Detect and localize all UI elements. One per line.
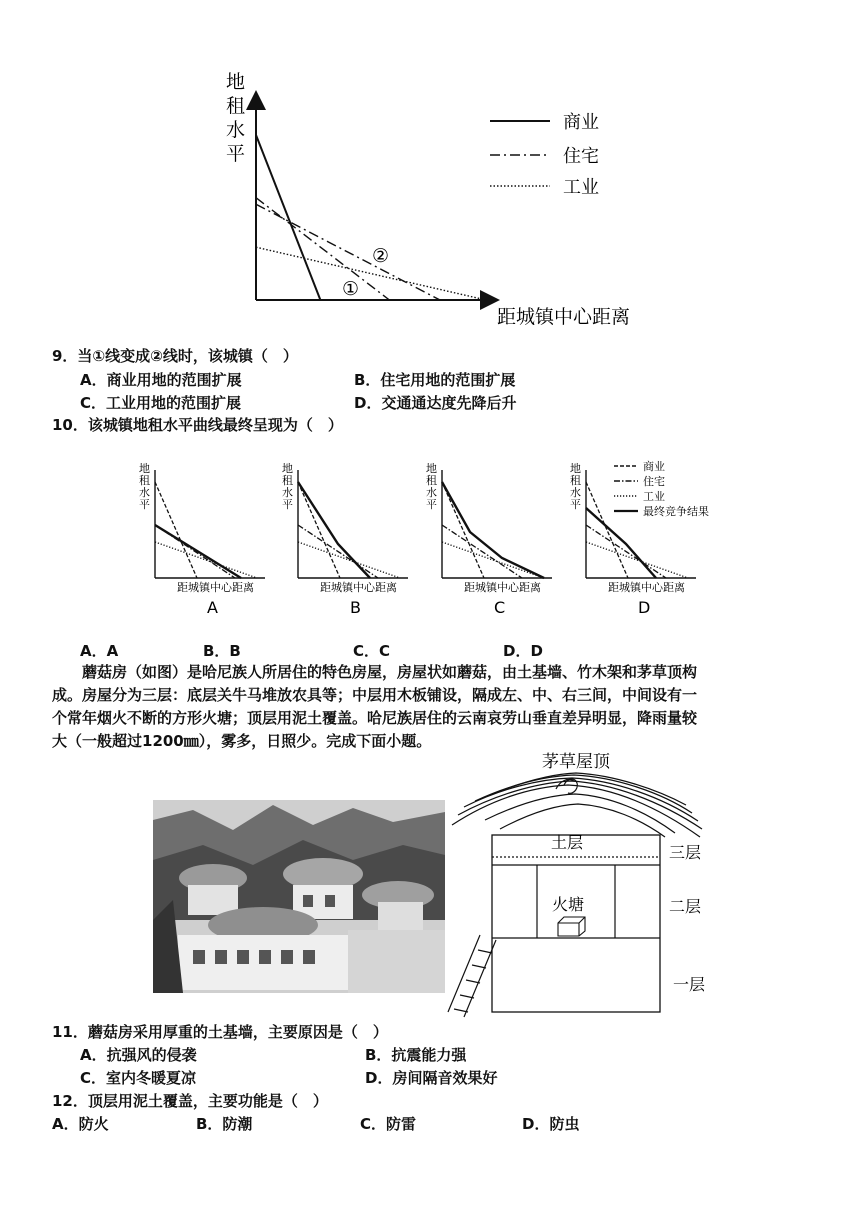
curve-0: [256, 135, 320, 300]
legend-industry: 工业: [563, 177, 599, 198]
q11-stem: 11．蘑菇房采用厚重的土基墙，主要原因是（ ）: [52, 1023, 388, 1041]
q10-ylabel-char: 平: [570, 498, 581, 511]
q10-panel-letter: A: [207, 598, 218, 617]
roof-label: 茅草屋顶: [542, 752, 610, 772]
q10-xlabel: 距城镇中心距离: [177, 581, 254, 594]
q10-final-result: [586, 508, 656, 578]
q11-option-a[interactable]: A．抗强风的侵袭: [80, 1046, 197, 1064]
q10-xlabel: 距城镇中心距离: [320, 581, 397, 594]
q10-final-result: [298, 482, 370, 578]
q10-residence: [586, 525, 666, 578]
q10-ylabel-char: 地: [426, 462, 437, 475]
q10-legend-result: 最终竞争结果: [643, 505, 709, 518]
q10-ylabel-char: 租: [282, 474, 293, 487]
marker-2: ②: [372, 245, 390, 267]
floor-3-label: 三层: [669, 843, 702, 862]
q10-option-b[interactable]: B．B: [203, 642, 241, 660]
q10-legend-residence: 住宅: [643, 475, 665, 488]
y-axis-label-3: 水: [226, 119, 246, 141]
q10-commerce: [586, 482, 628, 578]
marker-1: ①: [342, 278, 360, 300]
q10-legend-industry: 工业: [643, 490, 665, 503]
q10-ylabel-char: 水: [282, 486, 293, 499]
q11-option-d[interactable]: D．房间隔音效果好: [365, 1069, 498, 1087]
floor-2-label: 二层: [669, 897, 702, 916]
q10-panel-letter: C: [494, 598, 506, 617]
y-axis-label-4: 平: [226, 143, 246, 165]
q10-panel-D: [570, 461, 696, 617]
q10-xlabel: 距城镇中心距离: [608, 581, 685, 594]
q9-stem: 9．当①线变成②线时，该城镇（ ）: [52, 347, 298, 365]
fire-pit-label: 火塘: [552, 895, 585, 914]
q11-option-b[interactable]: B．抗震能力强: [365, 1046, 467, 1064]
q10-residence: [442, 525, 522, 578]
y-axis-label-1: 地: [226, 71, 246, 93]
q9-option-b[interactable]: B．住宅用地的范围扩展: [354, 371, 516, 389]
passage: [52, 661, 812, 753]
q10-ylabel-char: 租: [426, 474, 437, 487]
q10-xlabel: 距城镇中心距离: [464, 581, 541, 594]
y-axis-label-2: 租: [226, 95, 246, 117]
passage-line-2: 成。房屋分为三层：底层关牛马堆放农具等；中层用木板铺设，隔成左、中、右三间，中间设有一: [52, 686, 698, 704]
q10-ylabel-char: 平: [282, 498, 293, 511]
house-diagram: [440, 745, 740, 1020]
q10-option-a[interactable]: A．A: [80, 642, 119, 660]
q9-option-a[interactable]: A．商业用地的范围扩展: [80, 371, 242, 389]
passage-line-4: 大（一般超过1200㎜），雾多，日照少。完成下面小题。: [52, 732, 432, 750]
fire-pit-icon: [558, 917, 585, 936]
q10-ylabel-char: 水: [426, 486, 437, 499]
q10-ylabel-char: 平: [139, 498, 150, 511]
q10-industry: [586, 542, 688, 578]
q10-ylabel-char: 平: [426, 498, 437, 511]
q10-ylabel-char: 地: [570, 462, 581, 475]
q10-panel-A: [139, 461, 265, 617]
q10-final-result: [442, 482, 544, 578]
q10-ylabel-char: 地: [139, 462, 150, 475]
curve-3: [256, 247, 486, 300]
q10-panel-letter: D: [638, 598, 651, 617]
q10-industry: [298, 542, 400, 578]
q10-option-c[interactable]: C．C: [353, 642, 391, 660]
q10-option-d[interactable]: D．D: [503, 642, 543, 660]
q12-option-d[interactable]: D．防虫: [522, 1115, 580, 1133]
q10-panel-letter: B: [350, 598, 361, 617]
passage-line-3: 个常年烟火不断的方形火塘；顶层用泥土覆盖。哈尼族居住的云南哀劳山垂直差异明显，降雨量较: [52, 709, 698, 727]
legend-residence: 住宅: [563, 146, 599, 167]
q9-option-d[interactable]: D．交通通达度先降后升: [354, 394, 517, 412]
mushroom-house-photo: [153, 800, 445, 993]
soil-layer-label: 土层: [551, 833, 584, 852]
q12-option-a[interactable]: A．防火: [52, 1115, 109, 1133]
q10-panel-C: [426, 461, 552, 617]
q10-residence: [298, 525, 378, 578]
q12-option-b[interactable]: B．防潮: [196, 1115, 253, 1133]
passage-line-1: 蘑菇房（如图）是哈尼族人所居住的特色房屋，房屋状如蘑菇，由土基墙、竹木架和茅草顶构: [82, 663, 698, 681]
q12-option-c[interactable]: C．防雷: [360, 1115, 417, 1133]
rent-chart: [0, 0, 860, 340]
q10-ylabel-char: 租: [570, 474, 581, 487]
q10-panel-B: [282, 461, 408, 617]
legend-commerce: 商业: [563, 112, 599, 133]
q10-industry: [442, 542, 544, 578]
q9-option-c[interactable]: C．工业用地的范围扩展: [80, 394, 242, 412]
curve-1: [256, 198, 389, 300]
q10-stem: 10．该城镇地租水平曲线最终呈现为（ ）: [52, 416, 343, 434]
thatch-roof: [452, 773, 702, 837]
q10-panels: [0, 450, 860, 630]
q10-industry: [155, 542, 257, 578]
x-axis-label: 距城镇中心距离: [497, 306, 631, 328]
q10-commerce: [442, 482, 484, 578]
q10-commerce: [298, 482, 340, 578]
q10-ylabel-char: 水: [139, 486, 150, 499]
q10-final-result: [155, 525, 241, 578]
q11-option-c[interactable]: C．室内冬暖夏凉: [80, 1069, 197, 1087]
q10-legend-commerce: 商业: [643, 460, 665, 473]
q12-stem: 12．顶层用泥土覆盖，主要功能是（ ）: [52, 1092, 328, 1110]
q10-ylabel-char: 水: [570, 486, 581, 499]
q10-ylabel-char: 租: [139, 474, 150, 487]
floor-1-label: 一层: [673, 975, 706, 994]
q10-ylabel-char: 地: [282, 462, 293, 475]
ladder-icon: [448, 935, 496, 1017]
